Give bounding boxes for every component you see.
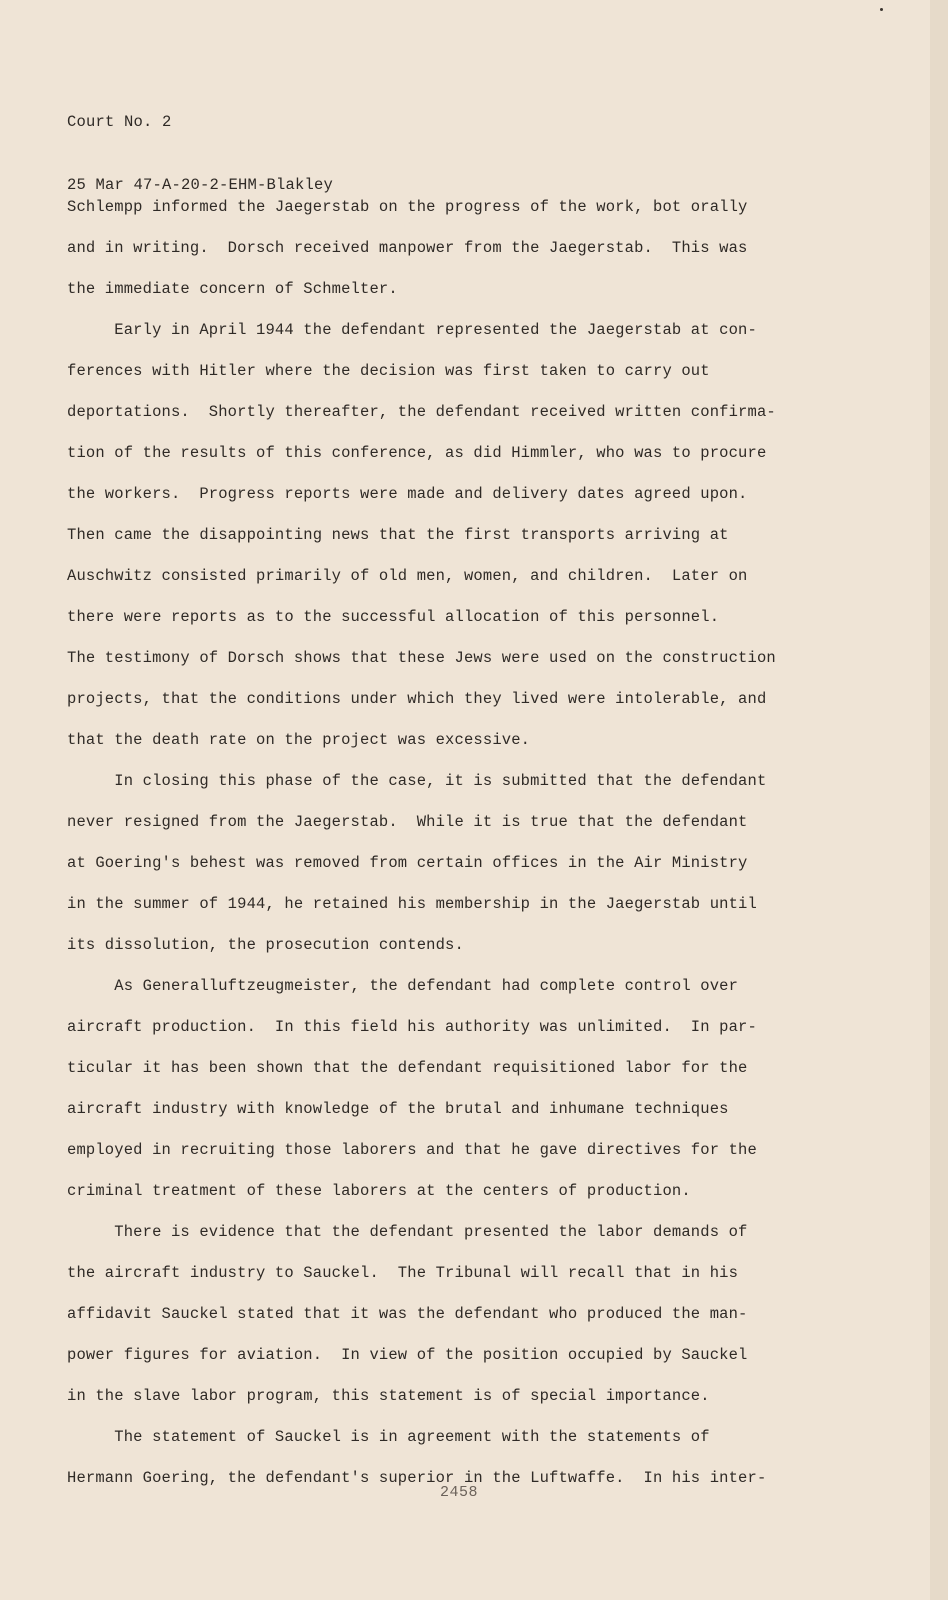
text-line: that the death rate on the project was excessive. — [67, 731, 531, 749]
text-line: there were reports as to the successful allocation of this personnel. — [67, 608, 720, 626]
text-line: Then came the disappointing news that the first transports arriving at — [67, 526, 729, 544]
text-line: at Goering's behest was removed from certain offices in the Air Ministry — [67, 854, 748, 872]
text-line: The statement of Sauckel is in agreement with the statements of — [67, 1428, 710, 1446]
text-line: the aircraft industry to Sauckel. The Tribunal will recall that in his — [67, 1264, 739, 1282]
text-line: ticular it has been shown that the defendant requisitioned labor for the — [67, 1059, 748, 1077]
text-line: employed in recruiting those laborers and that he gave directives for the — [67, 1141, 757, 1159]
text-line: Auschwitz consisted primarily of old men, women, and children. Later on — [67, 567, 748, 585]
text-line: Schlempp informed the Jaegerstab on the progress of the work, bot orally — [67, 198, 748, 216]
text-line: Hermann Goering, the defendant's superior in the Luftwaffe. In his inter- — [67, 1469, 767, 1487]
text-line: There is evidence that the defendant presented the labor demands of — [67, 1223, 748, 1241]
text-line: in the summer of 1944, he retained his membership in the Jaegerstab until — [67, 895, 757, 913]
page-number: 2458 — [440, 1484, 479, 1501]
text-line: The testimony of Dorsch shows that these Jews were used on the construction — [67, 649, 776, 667]
text-line: projects, that the conditions under which they lived were intolerable, and — [67, 690, 767, 708]
text-line: power figures for aviation. In view of the position occupied by Sauckel — [67, 1346, 748, 1364]
transcript-body — [67, 187, 867, 1499]
text-line: In closing this phase of the case, it is submitted that the defendant — [67, 772, 767, 790]
court-label: Court No. 2 — [67, 113, 172, 131]
text-line: Early in April 1944 the defendant represented the Jaegerstab at con- — [67, 321, 757, 339]
text-line: tion of the results of this conference, as did Himmler, who was to procure — [67, 444, 767, 462]
text-line: deportations. Shortly thereafter, the defendant received written confirma- — [67, 403, 776, 421]
text-line: aircraft industry with knowledge of the brutal and inhumane techniques — [67, 1100, 729, 1118]
text-line: ferences with Hitler where the decision was first taken to carry out — [67, 362, 710, 380]
text-line: affidavit Sauckel stated that it was the defendant who produced the man- — [67, 1305, 748, 1323]
text-line: As Generalluftzeugmeister, the defendant had complete control over — [67, 977, 739, 995]
reference-label: 25 Mar 47-A-20-2-EHM-Blakley — [67, 176, 334, 194]
text-line: the workers. Progress reports were made and delivery dates agreed upon. — [67, 485, 748, 503]
text-line: in the slave labor program, this statement is of special importance. — [67, 1387, 710, 1405]
text-line: the immediate concern of Schmelter. — [67, 280, 398, 298]
paper-speck — [880, 8, 883, 11]
text-line: aircraft production. In this field his authority was unlimited. In par- — [67, 1018, 757, 1036]
text-line: criminal treatment of these laborers at the centers of production. — [67, 1182, 691, 1200]
text-line: its dissolution, the prosecution contends. — [67, 936, 464, 954]
text-line: and in writing. Dorsch received manpower from the Jaegerstab. This was — [67, 239, 748, 257]
text-line: never resigned from the Jaegerstab. While it is true that the defendant — [67, 813, 748, 831]
